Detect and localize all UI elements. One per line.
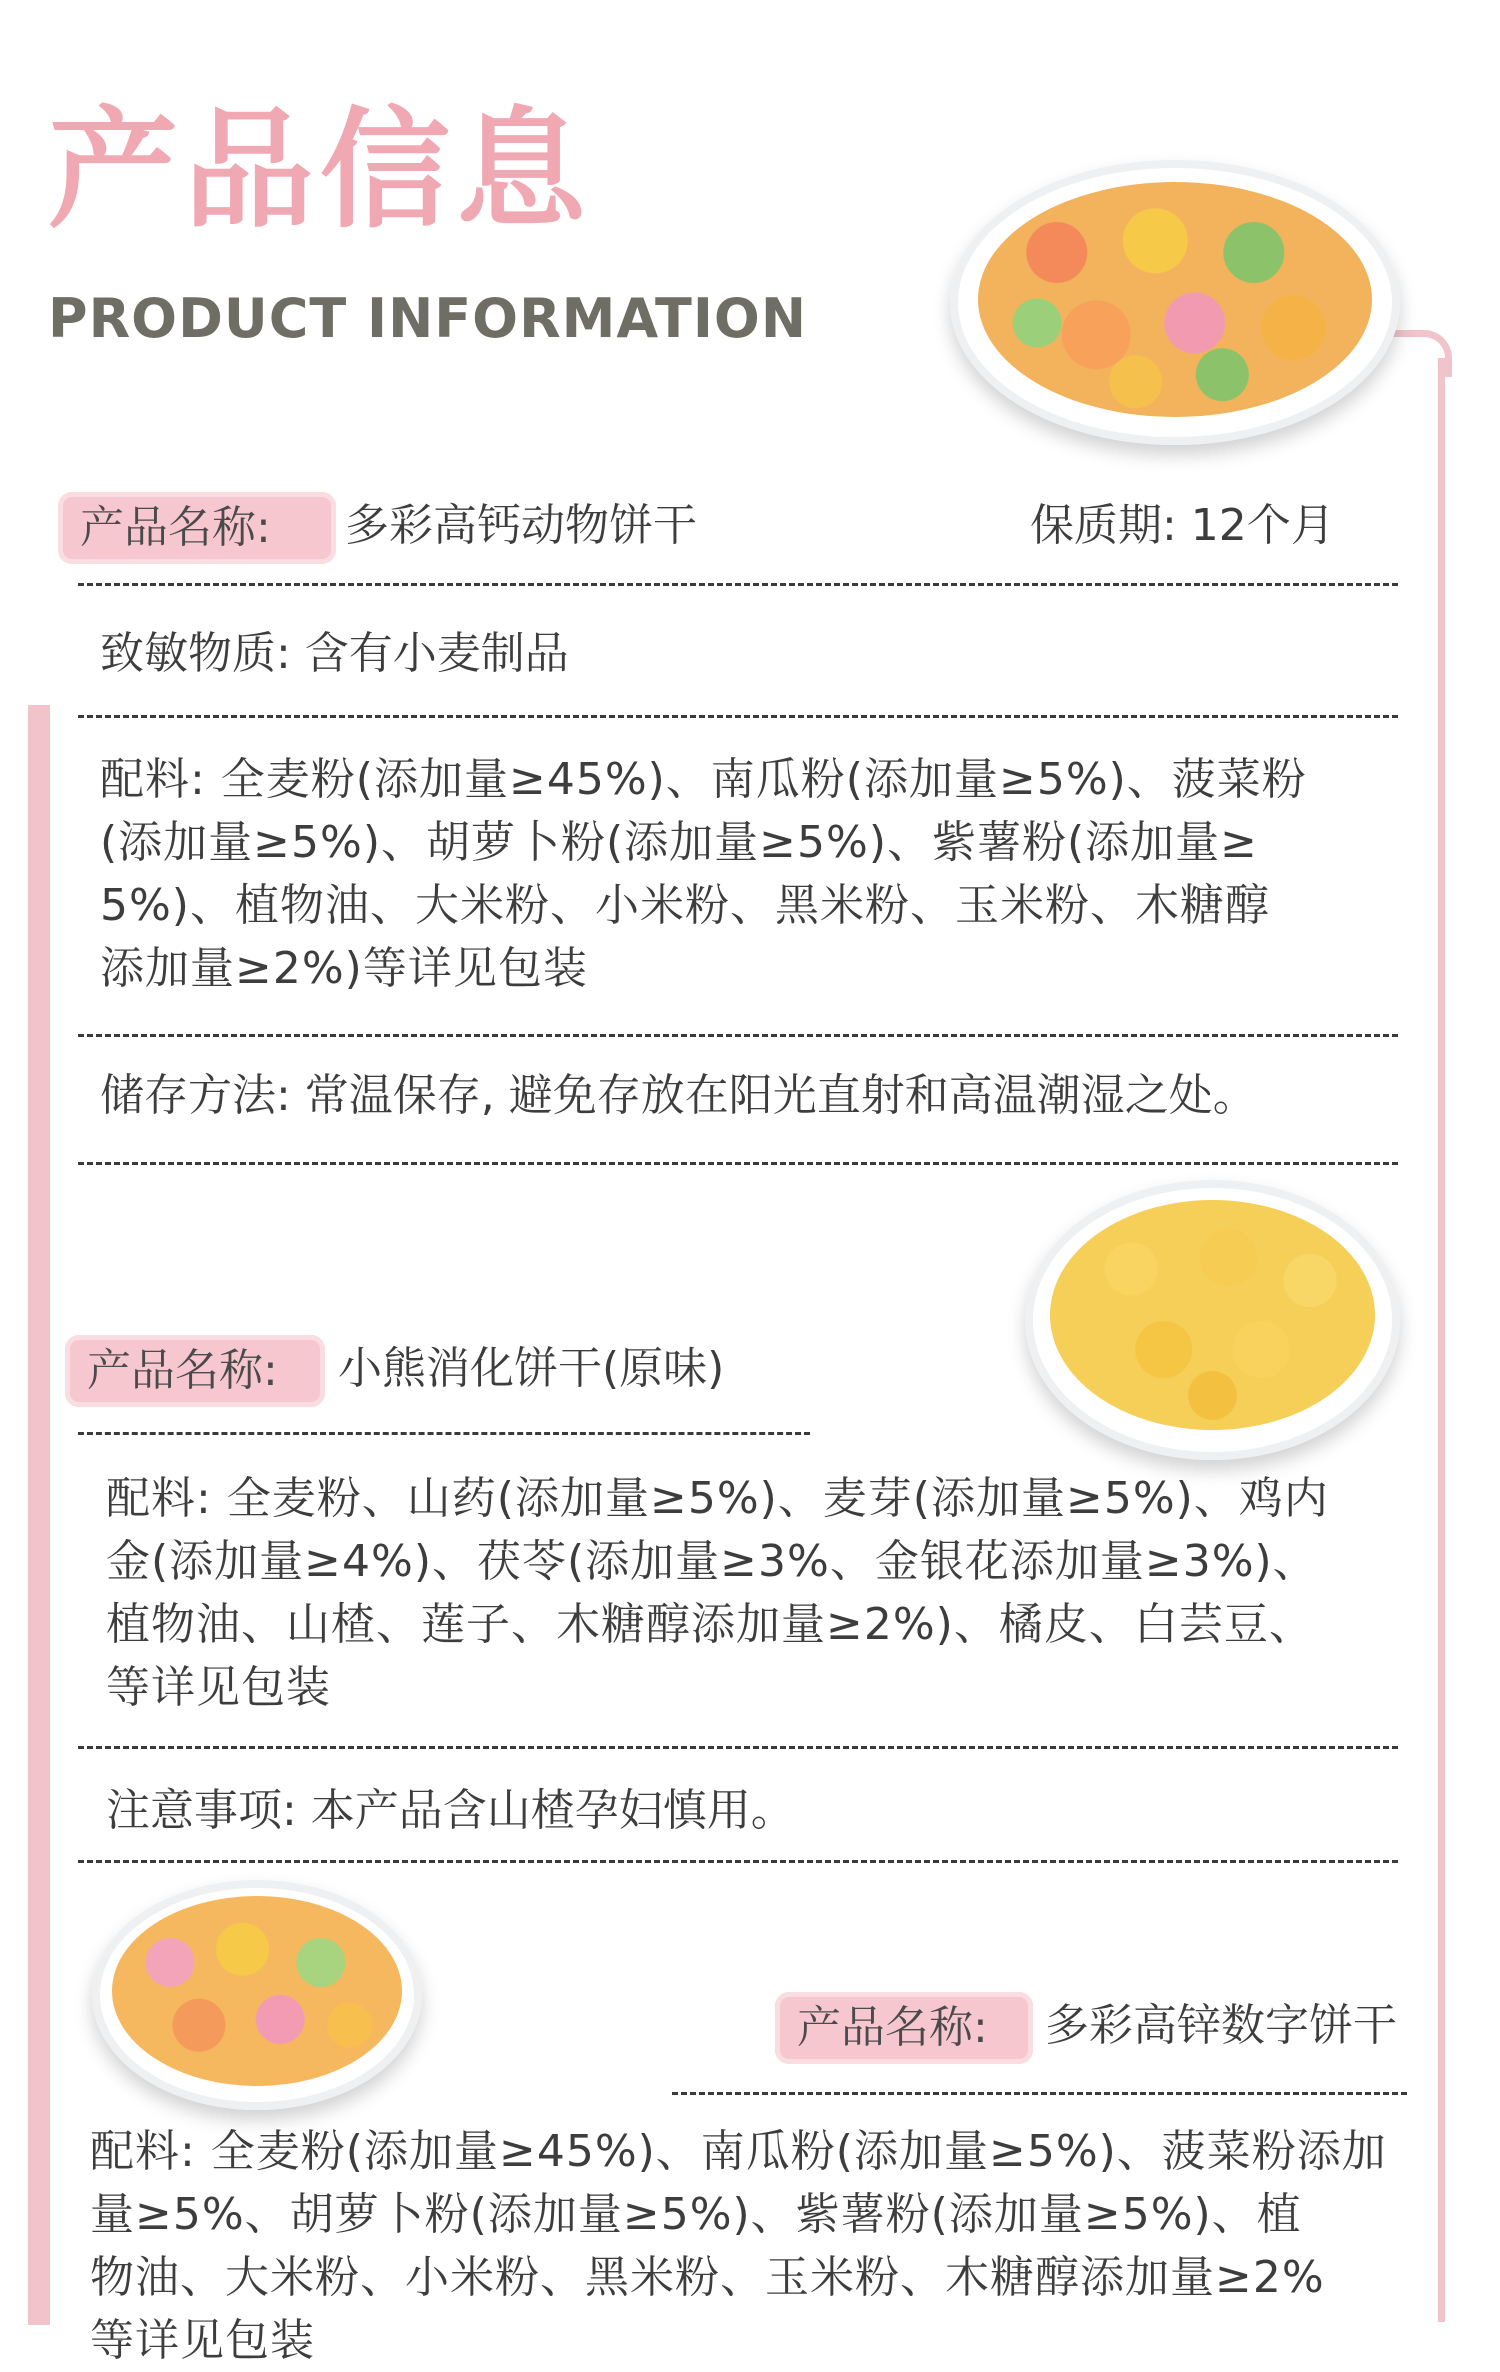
ingredients-line: 等详见包装	[90, 2315, 315, 2366]
product1-allergen: 致敏物质: 含有小麦制品	[100, 628, 569, 679]
product3-name: 多彩高锌数字饼干	[1045, 2000, 1397, 2051]
bear-biscuits-image	[1025, 1180, 1400, 1460]
product1-name: 多彩高钙动物饼干	[345, 500, 697, 551]
product2-notice: 注意事项: 本产品含山楂孕妇慎用。	[106, 1785, 795, 1836]
product2-ingredients	[106, 1467, 1406, 1719]
product2-name: 小熊消化饼干(原味)	[338, 1343, 725, 1394]
product1-name-label: 产品名称:	[58, 492, 336, 564]
divider	[672, 2092, 1407, 2095]
divider	[78, 715, 1398, 718]
ingredients-line: 等详见包装	[106, 1662, 331, 1713]
ingredients-line: 植物油、山楂、莲子、木糖醇添加量≥2%)、橘皮、白芸豆、	[106, 1599, 1314, 1650]
ingredients-line: 配料: 全麦粉、山药(添加量≥5%)、麦芽(添加量≥5%)、鸡内	[106, 1473, 1329, 1524]
animal-biscuits-image	[950, 160, 1400, 445]
decorative-rail-left	[28, 705, 50, 2325]
page-title: 产品信息	[48, 94, 593, 246]
ingredients-line: 物油、大米粉、小米粉、黑米粉、玉米粉、木糖醇添加量≥2%	[90, 2252, 1325, 2303]
page-subtitle: PRODUCT INFORMATION	[48, 287, 808, 350]
number-biscuits-image	[92, 1880, 422, 2110]
ingredients-line: 金(添加量≥4%)、茯苓(添加量≥3%、金银花添加量≥3%)、	[106, 1536, 1318, 1587]
divider	[78, 1746, 1398, 1749]
ingredients-line: 量≥5%、胡萝卜粉(添加量≥5%)、紫薯粉(添加量≥5%)、植	[90, 2189, 1302, 2240]
divider	[78, 1432, 810, 1435]
decorative-rail-right	[1438, 358, 1445, 2322]
ingredients-line: (添加量≥5%)、胡萝卜粉(添加量≥5%)、紫薯粉(添加量≥	[100, 817, 1259, 868]
product1-storage: 储存方法: 常温保存, 避免存放在阳光直射和高温潮湿之处。	[100, 1070, 1257, 1121]
divider	[78, 1162, 1398, 1165]
divider	[78, 1034, 1398, 1037]
ingredients-line: 5%)、植物油、大米粉、小米粉、黑米粉、玉米粉、木糖醇	[100, 880, 1270, 931]
product1-ingredients	[100, 748, 1400, 1000]
product3-ingredients	[90, 2120, 1420, 2372]
divider	[78, 1860, 1398, 1863]
product1-shelf-life: 保质期: 12个月	[1030, 500, 1335, 551]
product3-name-label: 产品名称:	[775, 1992, 1033, 2064]
ingredients-line: 添加量≥2%)等详见包装	[100, 943, 588, 994]
ingredients-line: 配料: 全麦粉(添加量≥45%)、南瓜粉(添加量≥5%)、菠菜粉	[100, 754, 1307, 805]
divider	[78, 583, 1398, 586]
ingredients-line: 配料: 全麦粉(添加量≥45%)、南瓜粉(添加量≥5%)、菠菜粉添加	[90, 2126, 1387, 2177]
product2-name-label: 产品名称:	[65, 1335, 325, 1407]
